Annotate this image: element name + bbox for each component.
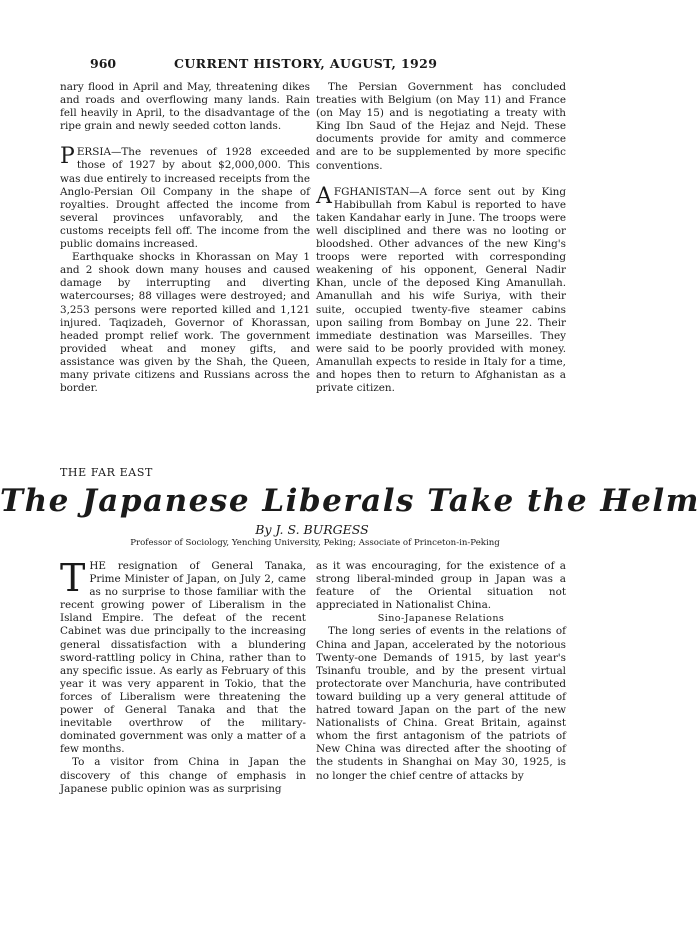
- lead-drop-cap: T: [60, 556, 86, 600]
- flood-paragraph: nary flood in April and May, threatening dikes and roads and overflowing many lands. Rain fell heavily in April, to the disadvantage of the ripe grain and newly seeded cotton lands.: [60, 81, 310, 133]
- running-head: CURRENT HISTORY, AUGUST, 1929: [174, 56, 438, 71]
- top-right-column: [316, 81, 566, 395]
- afghanistan-paragraph: [316, 183, 566, 396]
- persia-paragraph: [60, 146, 310, 251]
- article-right-column: [316, 560, 566, 783]
- afghanistan-text: FGHANISTAN—A force sent out by King Habibullah from Kabul is reported to have taken Kandahar early in June. The troops were well disciplined and there was no looting or bloodshed. Other advances of the new King's troops were reported with corresponding weakening of his opponent, General Nadir Khan, uncle of the deposed King Amanullah. Amanullah and his wife Suriya, with their suite, occupied twenty-five steamer cabins upon sailing from Bombay on June 22. Their immediate destination was Marseilles. They were said to be poorly provided with money. Amanullah expects to reside in Italy for a time, and hopes then to return to Afghanistan as a private citizen.: [316, 185, 566, 395]
- persia-text: ERSIA—The revenues of 1928 exceeded those of 1927 by about $2,000,000. This was due entirely to increased receipts from the Anglo-Persian Oil Company in the shape of royalties. Drought affected the income from several provinces unfavorably, and the customs receipts fell off. The income from the public domains increased.: [60, 146, 310, 251]
- earthquake-paragraph: Earthquake shocks in Khorassan on May 1 and 2 shook down many houses and caused damage by interrupting and diverting watercourses; 88 villages were destroyed; and 3,253 persons were reported killed and 1,121 injured. Taqizadeh, Governor of Khorassan, headed prompt relief work. The government provided wheat and money gifts, and assistance was given by the Shah, the Queen, many private citizens and Russians across the border.: [60, 251, 310, 395]
- page-header: [0, 56, 624, 72]
- article-title: The Japanese Liberals Take the Helm: [0, 483, 700, 519]
- page-number: 960: [90, 56, 117, 71]
- long-series-paragraph: The long series of events in the relations of China and Japan, accelerated by the notorious Twenty-one Demands of 1915, by last year's Tsinanfu trouble, and by the present virtual protectorate over Manchuria, have contributed toward building up a very general attitude of hatred toward Japan on the part of the new Nationalists of China. Great Britain, against whom the first antagonism of the patriots of New China was directed after the shooting of the students in Shanghai on May 30, 1925, is no longer the chief centre of attacks by: [316, 625, 566, 782]
- byline: By J. S. BURGESS: [255, 522, 369, 537]
- encouraging-paragraph: as it was encouraging, for the existence of a strong liberal-minded group in Japan was a feature of the Oriental situation not appreciated in Nationalist China.: [316, 560, 566, 612]
- section-label: THE FAR EAST: [60, 466, 153, 479]
- persia-drop-cap: P: [60, 144, 75, 170]
- lead-paragraph: [60, 556, 306, 756]
- article-left-column: [60, 556, 306, 796]
- top-left-column: [60, 81, 310, 395]
- subheading: Sino-Japanese Relations: [377, 613, 505, 625]
- lead-text: HE resignation of General Tanaka, Prime Minister of Japan, on July 2, came as no surprise to those familiar with the recent growing power of Liberalism in the Island Empire. The defeat of the recent Cabinet was due principally to the increasing general dissatisfaction with a blundering sword-rattling policy in China, rather than to any specific issue. As early as February of this year it was very apparent in Tokio, that the forces of Liberalism were threatening the power of General Tanaka and that the inevitable overthrow of the military-dominated government was only a matter of a few months.: [60, 560, 306, 756]
- visitor-paragraph: To a visitor from China in Japan the discovery of this change of emphasis in Japanese public opinion was as surprising: [60, 756, 306, 795]
- afghanistan-drop-cap: A: [316, 183, 332, 209]
- persian-government-paragraph: The Persian Government has concluded treaties with Belgium (on May 11) and France (on May 15) and is negotiating a treaty with King Ibn Saud of the Hejaz and Nejd. These documents provide for amity and commerce and are to be supplemented by more specific conventions.: [316, 81, 566, 172]
- author-affiliation: Professor of Sociology, Yenching University, Peking; Associate of Princeton-in-Peking: [130, 538, 500, 548]
